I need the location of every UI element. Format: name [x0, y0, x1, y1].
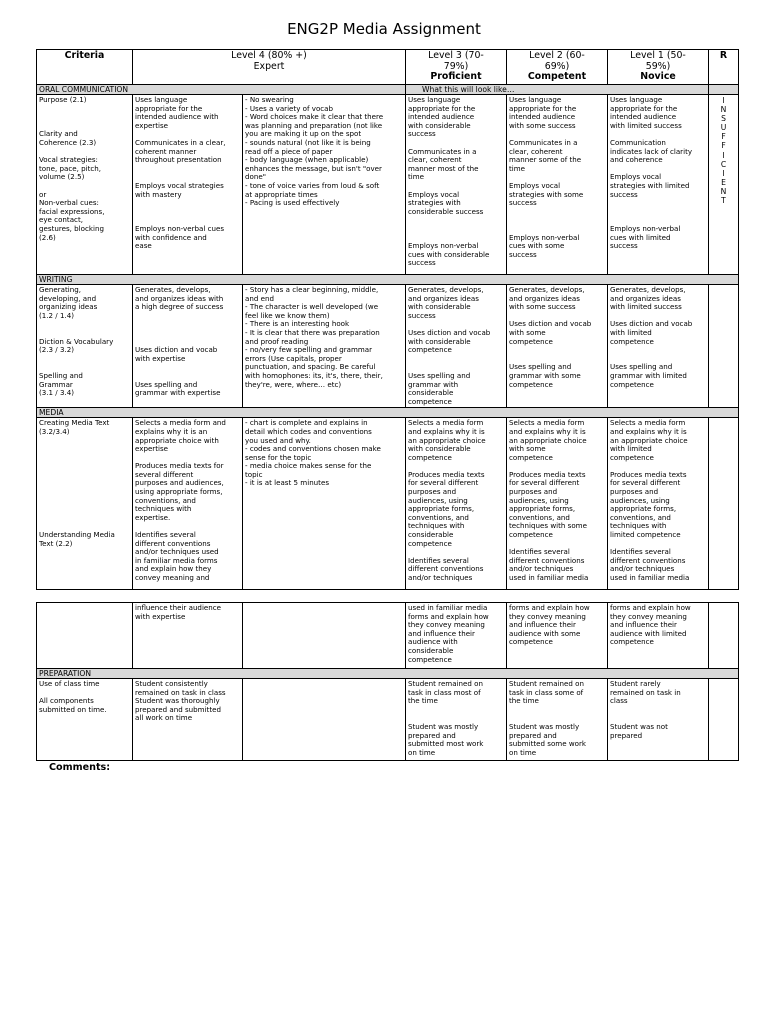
level3-header: Level 3 (70- 79%) Proficient	[406, 50, 507, 85]
header-row	[37, 50, 739, 85]
media-cont-level1: forms and explain how they convey meaning and influence their audience with limited competence	[608, 603, 709, 669]
media-level4-notes: - chart is complete and explains in detail which codes and conventions you used and why. - codes and conventions chosen make sense for the topic - media choice makes sense for the topic - it is at least 5 minutes	[243, 418, 406, 590]
media-level1: Selects a media form and explains why it is an appropriate choice with limited competence Produces media texts for several different purposes and audiences, using appropriate forms, conventions, and techniques with limited competence Identifies several different conventions and/or techniques used in familiar media	[608, 418, 709, 590]
section-writing	[37, 275, 739, 285]
level4-header: Level 4 (80% +) Expert	[133, 50, 406, 85]
section-preparation-label: PREPARATION	[37, 669, 739, 679]
media-cont-level2: forms and explain how they convey meaning and influence their audience with some competence	[507, 603, 608, 669]
oral-row	[37, 95, 739, 275]
writing-level1: Generates, develops, and organizes ideas with limited success Uses diction and vocab with limited competence Uses spelling and grammar with limited competence	[608, 285, 709, 408]
media-cont-row	[37, 603, 739, 669]
insufficient-label: I N S U F F I C I E N T	[709, 95, 739, 275]
oral-level1: Uses language appropriate for the intended audience with limited success Communication indicates lack of clarity and coherence Employs vocal strategies with limited success Employs non-verbal cues with limited success	[608, 95, 709, 275]
media-criteria: Creating Media Text (3.2/3.4) Understanding Media Text (2.2)	[37, 418, 133, 590]
section-writing-label: WRITING	[37, 275, 739, 285]
media-level2: Selects a media form and explains why it is an appropriate choice with some competence Produces media texts for several different purposes and audiences, using appropriate forms, conventions, and techniques with some competence Identifies several different conventions and/or techniques used in familiar media	[507, 418, 608, 590]
writing-row	[37, 285, 739, 408]
oral-level4-desc: Uses language appropriate for the intended audience with expertise Communicates in a clear, coherent manner throughout presentation Employs vocal strategies with mastery Employs non-verbal cues with confidence and ease	[133, 95, 243, 275]
rubric-table-continued	[36, 602, 739, 761]
section-oral-note: What this will look like…	[406, 85, 709, 95]
section-media	[37, 408, 739, 418]
writing-level4-desc: Generates, develops, and organizes ideas with a high degree of success Uses diction and vocab with expertise Uses spelling and grammar with expertise	[133, 285, 243, 408]
media-level3: Selects a media form and explains why it is an appropriate choice with considerable competence Produces media texts for several different purposes and audiences, using appropriate forms, conventions, and techniques with considerable competence Identifies several different conventions and/or techniques	[406, 418, 507, 590]
writing-criteria: Generating, developing, and organizing ideas (1.2 / 1.4) Diction & Vocabulary (2.3 / 3.2) Spelling and Grammar (3.1 / 3.4)	[37, 285, 133, 408]
writing-level4-notes: - Story has a clear beginning, middle, and end - The character is well developed (we feel like we know them) - There is an interesting hook - It is clear that there was preparation and proof reading - no/very few spelling and grammar errors (Use capitals, proper punctuation, and spacing. Be careful with homophones: its, it's, there, their, they're, were, where… etc)	[243, 285, 406, 408]
section-oral	[37, 85, 739, 95]
r-header: R	[709, 50, 739, 85]
preparation-level3: Student remained on task in class most of the time Student was mostly prepared and submitted most work on time	[406, 679, 507, 761]
preparation-row	[37, 679, 739, 761]
oral-level3: Uses language appropriate for the intended audience with considerable success Communicates in a clear, coherent manner most of the time Employs vocal strategies with considerable success Employs non-verbal cues with considerable success	[406, 95, 507, 275]
preparation-level4: Student consistently remained on task in class Student was thoroughly prepared and submitted all work on time	[133, 679, 243, 761]
preparation-level1: Student rarely remained on task in class Student was not prepared	[608, 679, 709, 761]
oral-level2: Uses language appropriate for the intended audience with some success Communicates in a clear, coherent manner some of the time Employs vocal strategies with some success Employs non-verbal cues with some success	[507, 95, 608, 275]
oral-level4-notes: - No swearing - Uses a variety of vocab - Word choices make it clear that there was planning and preparation (not like you are making it up on the spot - sounds natural (not like it is being read off a piece of paper - body language (when applicable) enhances the message, but isn't "over done" - tone of voice varies from loud & soft at appropriate times - Pacing is used effectively	[243, 95, 406, 275]
media-level4-desc: Selects a media form and explains why it is an appropriate choice with expertise Produces media texts for several different purposes and audiences, using appropriate forms, conventions, and techniques with expertise. Identifies several different conventions and/or techniques used in familiar media forms and explain how they convey meaning and	[133, 418, 243, 590]
section-media-label: MEDIA	[37, 408, 739, 418]
level2-header: Level 2 (60- 69%) Competent	[507, 50, 608, 85]
level1-header: Level 1 (50- 59%) Novice	[608, 50, 709, 85]
writing-level2: Generates, develops, and organizes ideas with some success Uses diction and vocab with some competence Uses spelling and grammar with some competence	[507, 285, 608, 408]
media-cont-level4: influence their audience with expertise	[133, 603, 243, 669]
preparation-criteria: Use of class time All components submitted on time.	[37, 679, 133, 761]
media-cont-level3: used in familiar media forms and explain how they convey meaning and influence their audience with considerable competence	[406, 603, 507, 669]
rubric-table	[36, 49, 739, 590]
oral-criteria: Purpose (2.1) Clarity and Coherence (2.3) Vocal strategies: tone, pace, pitch, volume (2.5) or Non-verbal cues: facial expressions, eye contact, gestures, blocking (2.6)	[37, 95, 133, 275]
criteria-header: Criteria	[37, 50, 133, 85]
media-row	[37, 418, 739, 590]
section-oral-label: ORAL COMMUNICATION	[37, 85, 406, 95]
section-preparation	[37, 669, 739, 679]
page-title: ENG2P Media Assignment	[287, 20, 481, 38]
preparation-level2: Student remained on task in class some of the time Student was mostly prepared and submitted some work on time	[507, 679, 608, 761]
writing-level3: Generates, develops, and organizes ideas with considerable success Uses diction and vocab with considerable competence Uses spelling and grammar with considerable competence	[406, 285, 507, 408]
comments-label: Comments:	[49, 762, 111, 773]
